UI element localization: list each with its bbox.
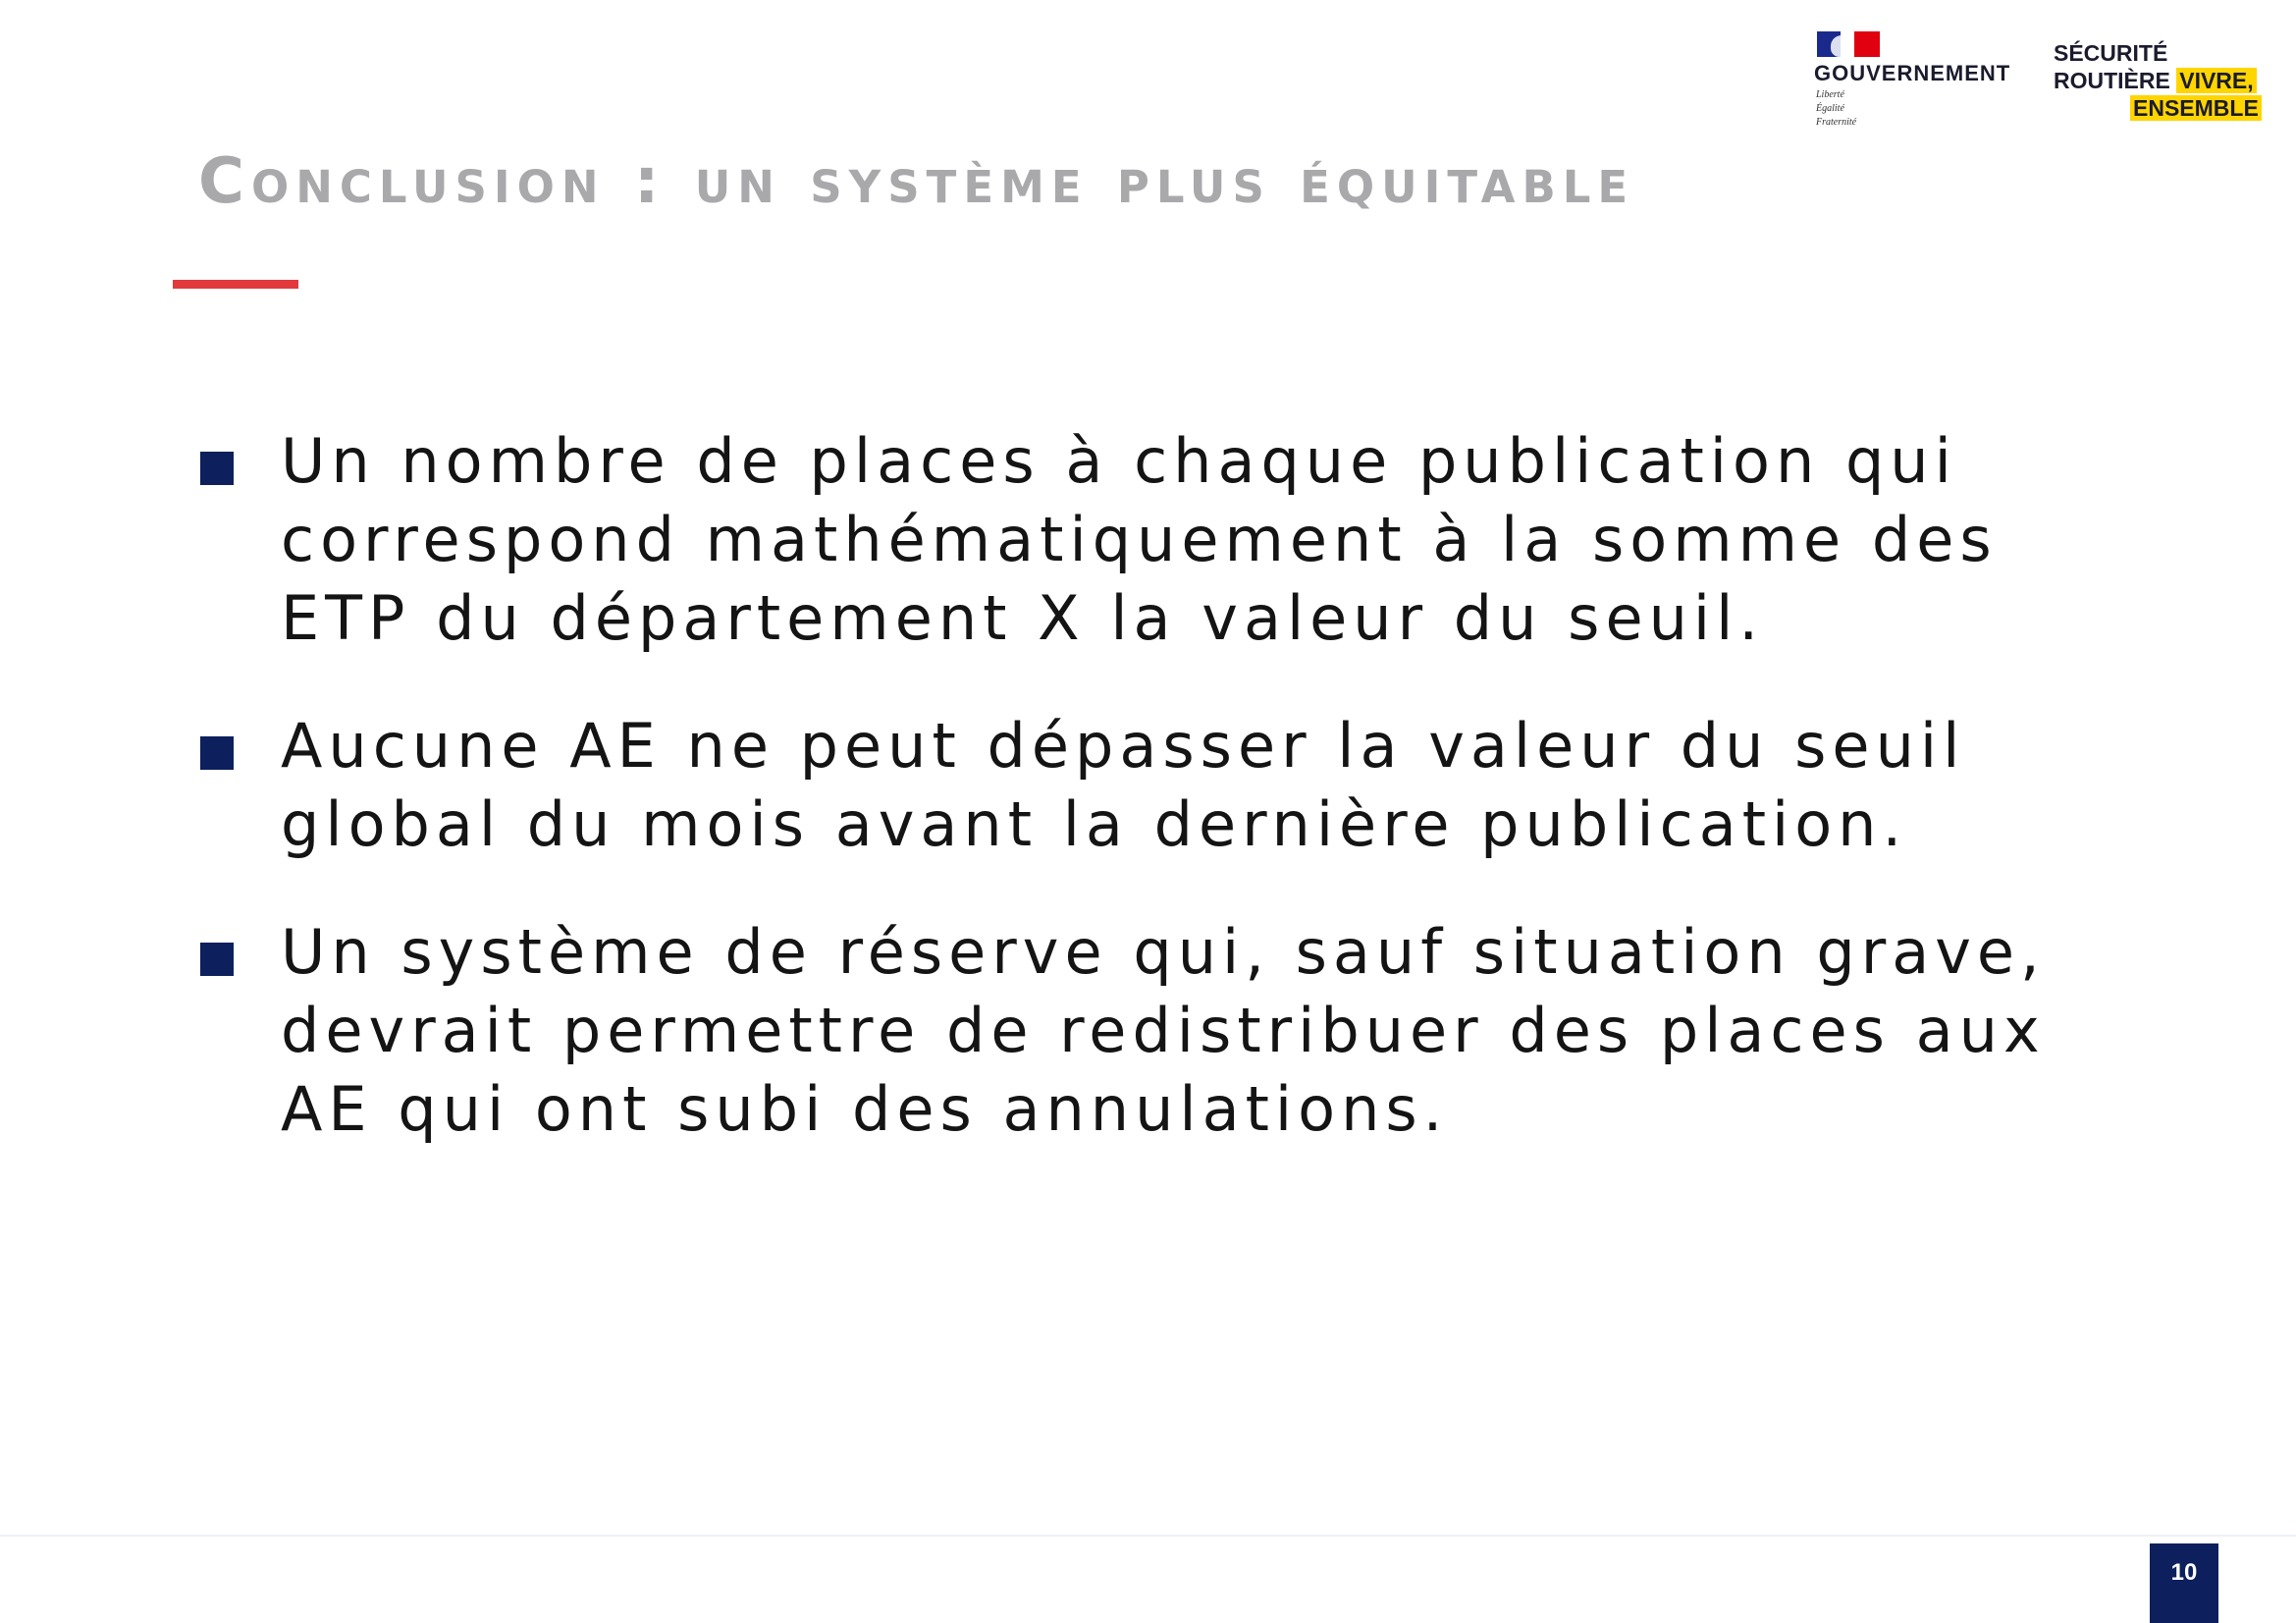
sr-logo-routiere: ROUTIÈRE (2054, 68, 2170, 93)
square-bullet-icon (200, 452, 234, 485)
bullet-line: devrait permettre de redistribuer des places aux (281, 995, 2046, 1066)
square-bullet-icon (200, 943, 234, 976)
government-logo (1814, 29, 2020, 137)
square-bullet-icon (200, 736, 234, 770)
bullet-line: Un nombre de places à chaque publication qui (281, 425, 1957, 497)
sr-logo-line2 (2054, 67, 2257, 94)
bullet-list (198, 422, 2103, 1198)
bullet-item (198, 422, 2103, 658)
bullet-text (281, 707, 2103, 864)
sr-logo-line3 (2130, 94, 2262, 122)
bullet-line: AE qui ont subi des annulations. (281, 1073, 1449, 1145)
footer-divider (0, 1535, 2296, 1537)
sr-logo-vivre: VIVRE, (2176, 68, 2256, 93)
bullet-line: Un système de réserve qui, sauf situation grave, (281, 916, 2046, 988)
motto-fraternite: Fraternité (1816, 117, 1857, 128)
government-name: GOUVERNEMENT (1814, 61, 2011, 85)
bullet-line: ETP du département X la valeur du seuil. (281, 582, 1765, 654)
bullet-text (281, 913, 2103, 1149)
securite-routiere-logo (2050, 35, 2285, 130)
slide-title: Conclusion : un système plus équitable (198, 145, 1635, 218)
bullet-text (281, 422, 2103, 658)
title-accent-rule (173, 280, 298, 289)
sr-logo-line1: SÉCURITÉ (2054, 40, 2168, 66)
marianne-flag-icon (1817, 31, 1880, 57)
motto-egalite: Égalité (1816, 103, 1844, 114)
government-motto (1816, 88, 1856, 130)
bullet-line: Aucune AE ne peut dépasser la valeur du seuil (281, 710, 1966, 782)
bullet-line: global du mois avant la dernière publication. (281, 788, 1908, 860)
bullet-item (198, 707, 2103, 864)
bullet-line: correspond mathématiquement à la somme des (281, 504, 1998, 575)
motto-liberte: Liberté (1816, 89, 1844, 100)
bullet-item (198, 913, 2103, 1149)
sr-logo-ensemble: ENSEMBLE (2130, 95, 2262, 121)
page-number-badge: 10 (2150, 1543, 2218, 1623)
